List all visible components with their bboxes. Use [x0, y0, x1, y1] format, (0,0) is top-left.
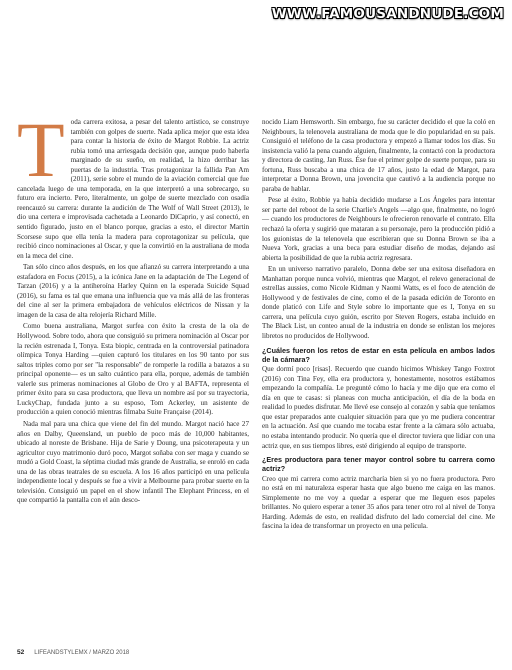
interview-question: ¿Eres productora para tener mayor control sobre tu carrera como actriz?	[262, 455, 495, 474]
article-column-right	[262, 118, 495, 534]
paragraph-text: oda carrera exitosa, a pesar del talento artístico, se construye también con golpes de suerte. Nada aplica mejor que esta idea para contar la historia de éxito de Margot Robbie. La actriz rubia tomó una arriesgada decisión que, aunque pudo haberla marginado de su sueño, en realidad, la hizo derribar las puertas de la industria. Tras protagonizar la fallida Pan Am (2011), serie sobre el mundo de la aviación comercial que fue cancelada luego de una temporada, en la que interpretó a una sobrecargo, su futuro era incierto. Pero, literalmente, un golpe de suerte mezclado con osadía reencauzó su carrera: durante la audición de The Wolf of Wall Street (2013), le dio una certera e improvisada cachetada a Leonardo DiCaprio, y así conectó, en sentido figurado, justo en el blanco porque, gracias a esto, el director Martin Scorsese supo que ella tenía la madera para coprotagonizar su película, que recibió cinco nominaciones al Oscar, y que la convirtió en la australiana de moda en la meca del cine.	[17, 118, 249, 260]
interview-answer: Que dormí poco [risas]. Recuerdo que cuando hicimos Whiskey Tango Foxtrot (2016) con Tina Fey, ella era productora y, honestamente, nosotros estábamos empezando la compañía. Le pregunté cómo lo hacía y me dijo que era como el día en que te casas: si planeas con mucha anticipación, el día de la boda en realidad lo puedes disfrutar. Me llevé ese consejo al corazón y sabía que teníamos que estar preparados ante cualquier situación para que yo me pudiera concentrar en la actuación. Así que cuando me tocaba estar frente a la cámara sólo actuaba, no estaba intentando producir. No quería que el director tuviera que lidiar con una actriz que, en sus tiempos libres, esté dirigiendo al equipo de transporte.	[262, 365, 495, 450]
article-paragraph: Como buena australiana, Margot surfea con éxito la cresta de la ola de Hollywood. Sobre todo, ahora que consiguió su primera nominación al Oscar por la recién estrenada I, Tonya. Esta biopic, centrada en la controversial patinadora olímpica Tonya Harding —quien capturó los titulares en los 90 tanto por sus saltos triples como por ser "la responsable" de romperle la rodilla a batazos a su principal oponente— es un salto cuántico para ella, porque, además de también valerle sus primeras nominaciones al Globo de Oro y al BAFTA, representa el primer éxito para su casa productora, que lleva un nombre así por su trayectoria, LuckyChap, fundada junto a su esposo, Tom Ackerley, un asistente de producción a quien conoció mientras filmaba Suite Française (2014).	[17, 322, 249, 417]
article-paragraph: Nada mal para una chica que viene del fin del mundo. Margot nació hace 27 años en Dalby, Queensland, un pueblo de poco más de 10,000 habitantes, ubicado al noreste de Brisbane. Hija de Sarie y Doung, una psicoterapeuta y un agricultor cuyo matrimonio duró poco, Margot soñaba con ser maga y cuando se mudó a Gold Coast, la séptima ciudad más grande de Australia, se enroló en cada una de las obras teatrales de su escuela. A los 16 años participó en una película independiente local y después se fue a vivir a Melbourne para probar suerte en la televisión. Consiguió un papel en el show infantil The Elephant Princess, en el que compartió la pantalla con el aún desco-	[17, 419, 249, 505]
article-paragraph: nocido Liam Hemsworth. Sin embargo, fue su carácter decidido el que la coló en Neighbours, la telenovela australiana de moda que le dio popularidad en su país. Consiguió el teléfono de la casa productora y empezó a llamar todos los días. Su insistencia valió la pena cuando alguien, finalmente, la contactó con la productora y directora de casting, Jan Russ. Ése fue el primer golpe de suerte porque, para su fortuna, Russ buscaba a una chica de 17 años, justo la edad de Margot, para interpretar a Donna Brown, una jovencita que cautivó a la audiencia porque no paraba de hablar.	[262, 118, 495, 193]
article-paragraph: Tan sólo cinco años después, en los que afianzó su carrera interpretando a una estafadora en Focus (2015), a la icónica Jane en la adaptación de The Legend of Tarzan (2016) y a la antiheroína Harley Quinn en la esperada Suicide Squad (2016), su fama es tal que emana una influencia que va más allá de las fronteras del cine al ser la primera embajadora de vehículos eléctricos de Nissan y la imagen de la casa de alta relojería Richard Mille.	[17, 263, 249, 319]
article-paragraph: En un universo narrativo paralelo, Donna debe ser una exitosa diseñadora en Manhattan porque nunca volvió, mientras que Margot, el relevo generacional de estrellas aussies, como Nicole Kidman y Naomi Watts, es el foco de atención de Hollywood y de festivales de cine, como el de la pasada edición de Toronto en donde platicó con Life and Style sobre lo importante que es I, Tonya en su carrera, una película cuyo guión, escrito por Steven Rogers, estaba incluido en The Black List, un conteo anual de la industria en donde se enlistan los mejores libretos no producidos de Hollywood.	[262, 265, 495, 341]
interview-answer: Creo que mi carrera como actriz marcharía bien si yo no fuera productora. Pero no está en mi naturaleza esperar hasta que algo bueno me caiga en las manos. Simplemente no me voy a quedar a esperar que me lleguen esos papeles brillantes. No quiero esperar a tener 35 años para tener otro rol al nivel de Tonya Harding. Además de esto, en realidad disfruto del lado comercial del cine. Me fascina la idea de transformar un proyecto en una película.	[262, 474, 495, 531]
watermark: WWW.FAMOUSANDNUDE.COM	[271, 6, 504, 22]
article-column-left	[17, 106, 249, 508]
drop-cap: T	[17, 106, 65, 193]
interview-question: ¿Cuáles fueron los retos de estar en esta película en ambos lados de la cámara?	[262, 345, 495, 364]
publication-info: LIFEANDSTYLEMX / MARZO 2018	[34, 649, 130, 656]
page-number: 52	[17, 649, 25, 656]
article-paragraph	[17, 106, 249, 261]
page-footer	[17, 649, 495, 656]
article-paragraph: Pese al éxito, Robbie ya había decidido mudarse a Los Ángeles para intentar ser parte del reboot de la serie Charlie's Angels —algo que, finalmente, no logró— cuando los productores de Neighbours le ofrecieron renovarle el contrato. Ella rechazó la oferta y sugirió que mataran a su personaje, pero la producción pidió a los guionistas de la telenovela que escribieran que su Donna Brown se iba a Nueva York, gracias a una beca para estudiar diseño de modas, dejando así abierta la posibilidad de que la rubia actriz regresara.	[262, 196, 495, 262]
